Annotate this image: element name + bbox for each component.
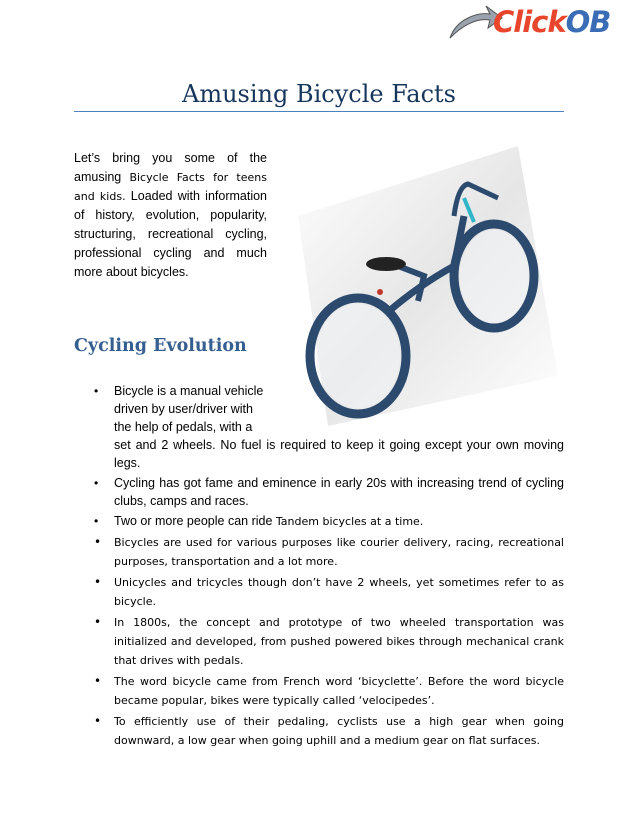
title-underline [74,111,564,112]
bicycle-image [268,126,568,426]
list-item: • Two or more people can ride Tandem bicycles at a time. [94,514,424,528]
bullet-icon: • [94,714,102,728]
list-item: • To efficiently use of their pedaling, cyclists use a high gear when going downward, a low gear when going uphill and a medium gear on flat surfaces. [94,714,564,747]
bullet-icon: • [94,535,102,549]
list-item: • Unicycles and tricycles though don’t have 2 wheels, yet sometimes refer to as bicycle. [94,575,564,608]
bullet-icon: • [94,615,102,629]
intro-paragraph: Let’s bring you some of the amusing Bicycle Facts for teens and kids. Loaded with information of history, evolution, popularity, structuring, recreational cycling, professional cycling and much more about bicycles. [74,151,267,279]
facts-list [74,382,564,752]
list-item: • The word bicycle came from French word ‘bicyclette’. Before the word bicycle became popular, bikes were typically called ‘velocipedes’. [94,674,564,707]
logo-wordmark: ClickOB [493,5,611,39]
bullet-icon: • [94,384,99,398]
list-item: • In 1800s, the concept and prototype of two wheeled transportation was initialized and developed, from pushed powered bikes through mechanical crank that drives with pedals. [94,615,564,667]
list-item: • Bicycle is a manual vehicle driven by user/driver with the help of pedals, with a set and 2 wheels. No fuel is required to keep it going except your own moving legs. [94,384,564,470]
bullet-icon: • [94,514,99,528]
bullet-icon: • [94,476,99,490]
list-item: • Bicycles are used for various purposes like courier delivery, racing, recreational purposes, transportation and a lot more. [94,535,564,568]
section-heading: Cycling Evolution [74,336,247,356]
bullet-icon: • [94,575,102,589]
page-title: Amusing Bicycle Facts [182,80,456,108]
list-item: • Cycling has got fame and eminence in early 20s with increasing trend of cycling clubs, camps and races. [94,476,564,508]
bullet-icon: • [94,674,102,688]
